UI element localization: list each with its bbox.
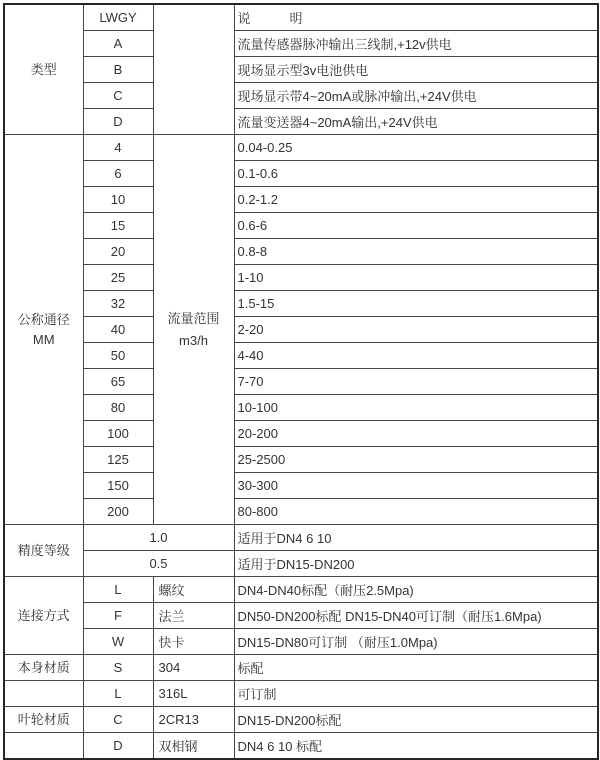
cell-dn: 200: [83, 499, 153, 525]
cell-connection-code: L: [83, 577, 153, 603]
cell-material-code: D: [83, 733, 153, 760]
cell-connection-name: 螺纹: [153, 577, 234, 603]
cell-flow-range: 10-100: [234, 395, 598, 421]
cell-dn: 40: [83, 317, 153, 343]
table-row: [4, 707, 598, 733]
cell-impeller-material-label: 叶轮材质: [4, 707, 83, 733]
cell-diameter-section-label: [4, 135, 83, 525]
cell-dn: 125: [83, 447, 153, 473]
table-row: [4, 109, 598, 135]
table-row: [4, 161, 598, 187]
cell-connection-section-label: 连接方式: [4, 577, 83, 655]
table-row: [4, 681, 598, 707]
cell-connection-desc: DN15-DN80可订制 （耐压1.0Mpa): [234, 629, 598, 655]
cell-accuracy-section-label: 精度等级: [4, 525, 83, 577]
cell-material-label-empty: [4, 733, 83, 760]
cell-type-code: C: [83, 83, 153, 109]
cell-type-code: B: [83, 57, 153, 83]
cell-dn: 25: [83, 265, 153, 291]
cell-flow-range: 2-20: [234, 317, 598, 343]
cell-connection-code: F: [83, 603, 153, 629]
cell-material-code: S: [83, 655, 153, 681]
table-row: [4, 213, 598, 239]
table-row: [4, 187, 598, 213]
cell-body-material-label: 本身材质: [4, 655, 83, 681]
cell-accuracy-desc: 适用于DN4 6 10: [234, 525, 598, 551]
cell-flow-range: 25-2500: [234, 447, 598, 473]
table-row: [4, 395, 598, 421]
cell-type-desc: 流量变送器4~20mA输出,+24V供电: [234, 109, 598, 135]
cell-type-desc: 现场显示带4~20mA或脉冲输出,+24V供电: [234, 83, 598, 109]
cell-accuracy-desc: 适用于DN15-DN200: [234, 551, 598, 577]
table-row: [4, 551, 598, 577]
cell-flow-range: 4-40: [234, 343, 598, 369]
cell-connection-name: 快卡: [153, 629, 234, 655]
cell-material-desc: 可订制: [234, 681, 598, 707]
cell-material-desc: DN4 6 10 标配: [234, 733, 598, 760]
cell-model-name: LWGY: [83, 4, 153, 31]
cell-material-name: 双相钢: [153, 733, 234, 760]
flow-range-line1: 流量范围: [167, 310, 220, 326]
cell-type-desc: 现场显示型3v电池供电: [234, 57, 598, 83]
cell-material-name: 304: [153, 655, 234, 681]
cell-type-code: D: [83, 109, 153, 135]
cell-flow-range: 7-70: [234, 369, 598, 395]
table-row: [4, 447, 598, 473]
cell-material-desc: DN15-DN200标配: [234, 707, 598, 733]
cell-material-desc: 标配: [234, 655, 598, 681]
cell-type-section-label: 类型: [4, 4, 83, 135]
table-row: [4, 629, 598, 655]
table-row: [4, 265, 598, 291]
cell-flow-range-label: [153, 135, 234, 525]
cell-material-name: 2CR13: [153, 707, 234, 733]
diameter-label-line1: 公称通径: [17, 311, 70, 327]
cell-dn: 6: [83, 161, 153, 187]
cell-flow-range: 80-800: [234, 499, 598, 525]
cell-flow-range: 0.04-0.25: [234, 135, 598, 161]
table-row: [4, 525, 598, 551]
diameter-label-line2: MM: [32, 331, 55, 347]
cell-dn: 10: [83, 187, 153, 213]
cell-connection-desc: DN50-DN200标配 DN15-DN40可订制（耐压1.6Mpa): [234, 603, 598, 629]
cell-dn: 15: [83, 213, 153, 239]
cell-flow-range: 30-300: [234, 473, 598, 499]
cell-type-desc: 流量传感器脉冲输出三线制,+12v供电: [234, 31, 598, 57]
cell-flow-range: 20-200: [234, 421, 598, 447]
table-row: [4, 577, 598, 603]
cell-type-mid-empty: [153, 4, 234, 135]
table-row: [4, 473, 598, 499]
table-row: [4, 343, 598, 369]
table-row: [4, 369, 598, 395]
flow-range-line2: m3/h: [179, 332, 208, 348]
cell-material-code: L: [83, 681, 153, 707]
cell-flow-range: 1-10: [234, 265, 598, 291]
table-row: [4, 421, 598, 447]
cell-dn: 50: [83, 343, 153, 369]
spec-table: [3, 3, 599, 760]
cell-dn: 65: [83, 369, 153, 395]
cell-dn: 4: [83, 135, 153, 161]
cell-dn: 150: [83, 473, 153, 499]
table-row: [4, 4, 598, 31]
cell-connection-code: W: [83, 629, 153, 655]
table-row: [4, 499, 598, 525]
cell-connection-desc: DN4-DN40标配（耐压2.5Mpa): [234, 577, 598, 603]
cell-flow-range: 0.6-6: [234, 213, 598, 239]
cell-dn: 20: [83, 239, 153, 265]
table-row: [4, 291, 598, 317]
cell-type-code: A: [83, 31, 153, 57]
cell-flow-range: 1.5-15: [234, 291, 598, 317]
table-row: [4, 317, 598, 343]
table-row: [4, 655, 598, 681]
table-row: [4, 83, 598, 109]
cell-dn: 100: [83, 421, 153, 447]
cell-connection-name: 法兰: [153, 603, 234, 629]
cell-material-code: C: [83, 707, 153, 733]
table-row: [4, 239, 598, 265]
cell-flow-range: 0.1-0.6: [234, 161, 598, 187]
cell-flow-range: 0.8-8: [234, 239, 598, 265]
table-row: [4, 57, 598, 83]
table-row: [4, 733, 598, 760]
table-row: [4, 135, 598, 161]
cell-material-name: 316L: [153, 681, 234, 707]
table-row: [4, 31, 598, 57]
cell-accuracy-grade: 1.0: [83, 525, 234, 551]
cell-dn: 80: [83, 395, 153, 421]
cell-desc-header: 说 明: [234, 4, 598, 31]
cell-dn: 32: [83, 291, 153, 317]
cell-material-label-empty: [4, 681, 83, 707]
cell-flow-range: 0.2-1.2: [234, 187, 598, 213]
cell-accuracy-grade: 0.5: [83, 551, 234, 577]
table-row: [4, 603, 598, 629]
